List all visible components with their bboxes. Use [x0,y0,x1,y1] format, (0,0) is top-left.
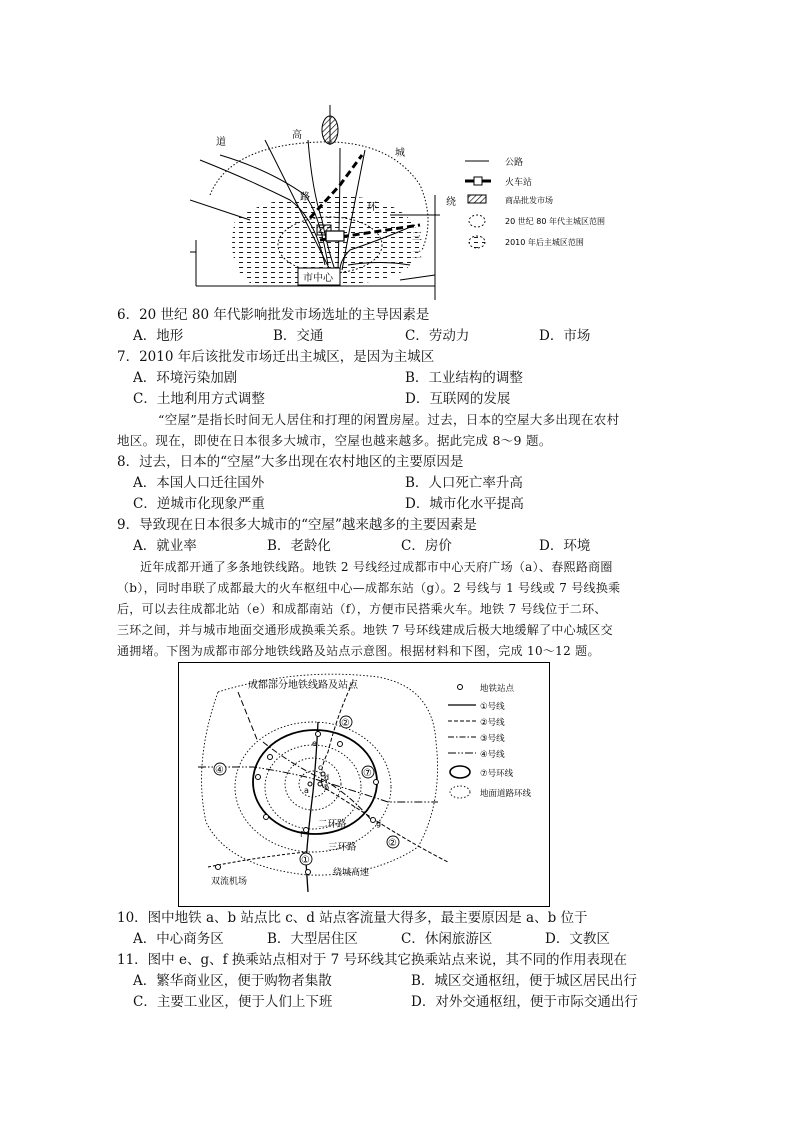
ring3-label: 三环路 [328,842,357,853]
expressway-label: 绕城高速 [333,868,370,878]
map1-label-san: 三 [412,232,422,243]
station-dot-icon [458,685,463,690]
chengdu-metro-map [178,662,550,907]
q8-option-a: A．本国人口迁往国外 [133,475,265,491]
q11-stem: 11．图中 e、g、f 换乘站点相对于 7 号环线其它换乘站点来说，其不同的作用表现在 [117,952,628,968]
railway-station-icon [326,231,344,241]
airport-label: 双流机场 [211,877,248,887]
circle-2010-icon [469,236,485,248]
label-line7: ⑦ [363,768,372,779]
svg-text:④号线: ④号线 [480,750,505,760]
map1-label-rao: 绕 [446,197,456,208]
q10-option-a: A．中心商务区 [133,931,224,947]
market-old [322,116,338,144]
q8-option-d: D．城市化水平提高 [405,496,524,512]
map1-center-label: 市中心 [303,273,333,284]
q10-option-b: B．大型居住区 [267,931,358,947]
q7-stem: 7．2010 年后该批发市场迁出主城区，是因为主城区 [117,349,435,365]
q7-option-a: A．环境污染加剧 [133,370,238,386]
hatched-market-icon [468,195,486,203]
passage2-line2: （b），同时串联了成都最大的火车枢纽中心—成都东站（g）。2 号线与 1 号线或 7 号线换乘 [117,581,621,595]
map1-label-er: 二 [412,250,422,261]
q9-option-b: B．老龄化 [267,538,331,554]
svg-text:③号线: ③号线 [480,734,505,744]
map1-label-huan: 环 [367,202,377,213]
q6-stem: 6．20 世纪 80 年代影响批发市场选址的主导因素是 [117,307,430,323]
svg-text:②号线: ②号线 [480,718,505,728]
q6-option-a: A．地形 [133,328,184,344]
q8-option-c: C．逆城市化现象严重 [133,496,265,512]
station-f: f [300,830,303,839]
passage2-line4: 三环之间，并与城市地面交通形成换乘关系。地铁 7 号环线建成后极大地缓解了中心城区交 [117,623,613,637]
passage2-line5: 通拥堵。下图为成都市部分地铁线路及站点示意图。根据材料和下图，完成 10～12 题。 [117,644,600,658]
svg-text:地铁站点: 地铁站点 [480,684,515,694]
label-line2-top: ② [341,718,350,729]
station-g: g [376,819,382,828]
q9-stem: 9．导致现在日本很多大城市的“空屋”越来越多的主要因素是 [117,517,477,533]
station-c: c [318,763,323,772]
label-line4: ④ [215,765,224,776]
q10-stem: 10．图中地铁 a、b 站点比 c、d 站点客流量大得多，最主要原因是 a、b 位于 [117,910,588,926]
q11-option-d: D．对外交通枢纽，便于市际交通出行 [411,994,638,1010]
wholesale-market-map [190,100,620,300]
svg-text:①号线: ①号线 [480,702,505,712]
q11-option-b: B．城区交通枢纽，便于城区居民出行 [411,973,637,989]
circle-80s-icon [469,215,485,227]
q7-option-b: B．工业结构的调整 [405,370,523,386]
q9-option-a: A．就业率 [133,538,197,554]
map1-legend [465,156,605,248]
railway-station-legend-icon [465,177,491,185]
passage2-line1: 近年成都开通了多条地铁线路。地铁 2 号线经过成都市中心天府广场（a）、春熙路商圈 [140,560,613,574]
q8-stem: 8．过去，日本的“空屋”大多出现在农村地区的主要原因是 [117,454,464,470]
label-line1: ① [301,855,310,866]
ring2-label: 二环路 [318,819,347,830]
map1-label-dao: 道 [216,137,226,148]
svg-text:公路: 公路 [505,158,524,168]
svg-text:20 世纪 80 年代主城区范围: 20 世纪 80 年代主城区范围 [505,217,605,226]
q10-option-d: D．文教区 [545,931,610,947]
q8-option-b: B．人口死亡率升高 [405,475,523,491]
label-line2-bottom: ② [388,838,397,849]
map1-label-lu: 路 [300,192,310,203]
station-e: e [312,739,317,748]
station-d: d [324,773,330,782]
q7-option-c: C．土地利用方式调整 [133,391,265,407]
q6-option-b: B．交通 [273,328,324,344]
station-a: a [304,786,309,795]
svg-text:2010 年后主城区范围: 2010 年后主城区范围 [505,238,584,247]
q10-option-c: C．休闲旅游区 [401,931,493,947]
map1-label-cheng: 城 [395,148,405,159]
svg-text:火车站: 火车站 [505,178,533,188]
q11-option-a: A．繁华商业区，便于购物者集散 [133,973,332,989]
station-b: b [324,783,330,792]
map1-label-gao: 高 [292,130,302,141]
q6-option-c: C．劳动力 [405,328,470,344]
passage1-line2: 地区。现在，即使在日本很多大城市，空屋也越来越多。据此完成 8～9 题。 [117,433,552,448]
q6-option-d: D．市场 [539,328,591,344]
map2-title: 成都部分地铁线路及站点 [248,680,358,691]
passage1-line1: “空屋”是指长时间无人居住和打理的闲置房屋。过去，日本的空屋大多出现在农村 [158,412,620,427]
q7-option-d: D．互联网的发展 [405,391,511,407]
q9-option-d: D．环境 [539,538,591,554]
svg-text:商品批发市场: 商品批发市场 [505,196,553,205]
passage2-line3: 后，可以去往成都北站（e）和成都南站（f），方便市民搭乘火车。地铁 7 号线位于二环、 [117,602,607,616]
svg-text:⑦号环线: ⑦号环线 [480,769,514,779]
q9-option-c: C．房价 [401,538,452,554]
q11-option-c: C．主要工业区，便于人们上下班 [133,994,333,1010]
svg-text:地面道路环线: 地面道路环线 [480,789,532,799]
